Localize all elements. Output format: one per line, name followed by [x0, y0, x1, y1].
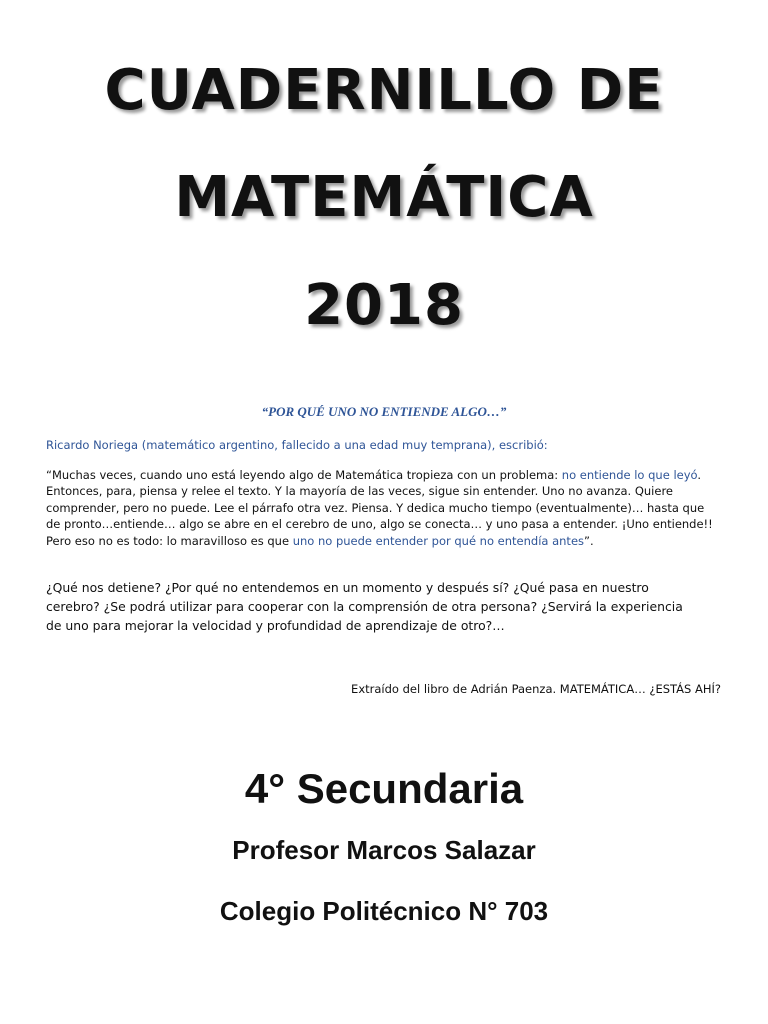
- quote-text-part-3: ”.: [584, 533, 594, 548]
- title-line-1: CUADERNILLO DE: [104, 58, 664, 123]
- quote-author-intro: Ricardo Noriega (matemático argentino, fallecido a una edad muy temprana), escribió:: [46, 438, 548, 452]
- quote-highlight-1: no entiende lo que leyó: [561, 468, 698, 482]
- grade-heading: 4° Secundaria: [244, 765, 524, 812]
- questions-paragraph: ¿Qué nos detiene? ¿Por qué no entendemos en un momento y después sí? ¿Qué pasa en nuestro cerebro? ¿Se podrá utilizar para cooperar con la comprensión de otra persona? ¿Servirá la experiencia de uno para mejorar la velocidad y profundidad de aprendizaje de otro?…: [46, 580, 683, 634]
- quote-heading: “POR QUÉ UNO NO ENTIENDE ALGO…”: [261, 404, 507, 419]
- school-name: Colegio Politécnico N° 703: [219, 896, 549, 926]
- teacher-name: Profesor Marcos Salazar: [232, 835, 536, 865]
- quote-text-part-2: . Entonces, para, piensa y relee el texto. Y la mayoría de las veces, sigue sin entender. Uno no avanza. Quiere comprender, pero no puede. Lee el párrafo otra vez. Piensa. Y dedica mucho tiempo (eventualmente)… hasta que de pronto…entiende… algo se abre en el cerebro de uno, algo se conecta… y uno pasa a entender. ¡Uno entiende!! Pero eso no es todo: lo maravilloso es que: [46, 468, 713, 548]
- source-citation: Extraído del libro de Adrián Paenza. MATEMÁTICA… ¿ESTÁS AHÍ?: [351, 682, 721, 696]
- title-line-2: MATEMÁTICA: [174, 165, 594, 230]
- quote-text-part-1: “Muchas veces, cuando uno está leyendo algo de Matemática tropieza con un problema:: [46, 468, 562, 482]
- quote-body: [46, 467, 714, 549]
- title-year: 2018: [304, 273, 464, 338]
- quote-highlight-2: uno no puede entender por qué no entendía antes: [292, 533, 585, 548]
